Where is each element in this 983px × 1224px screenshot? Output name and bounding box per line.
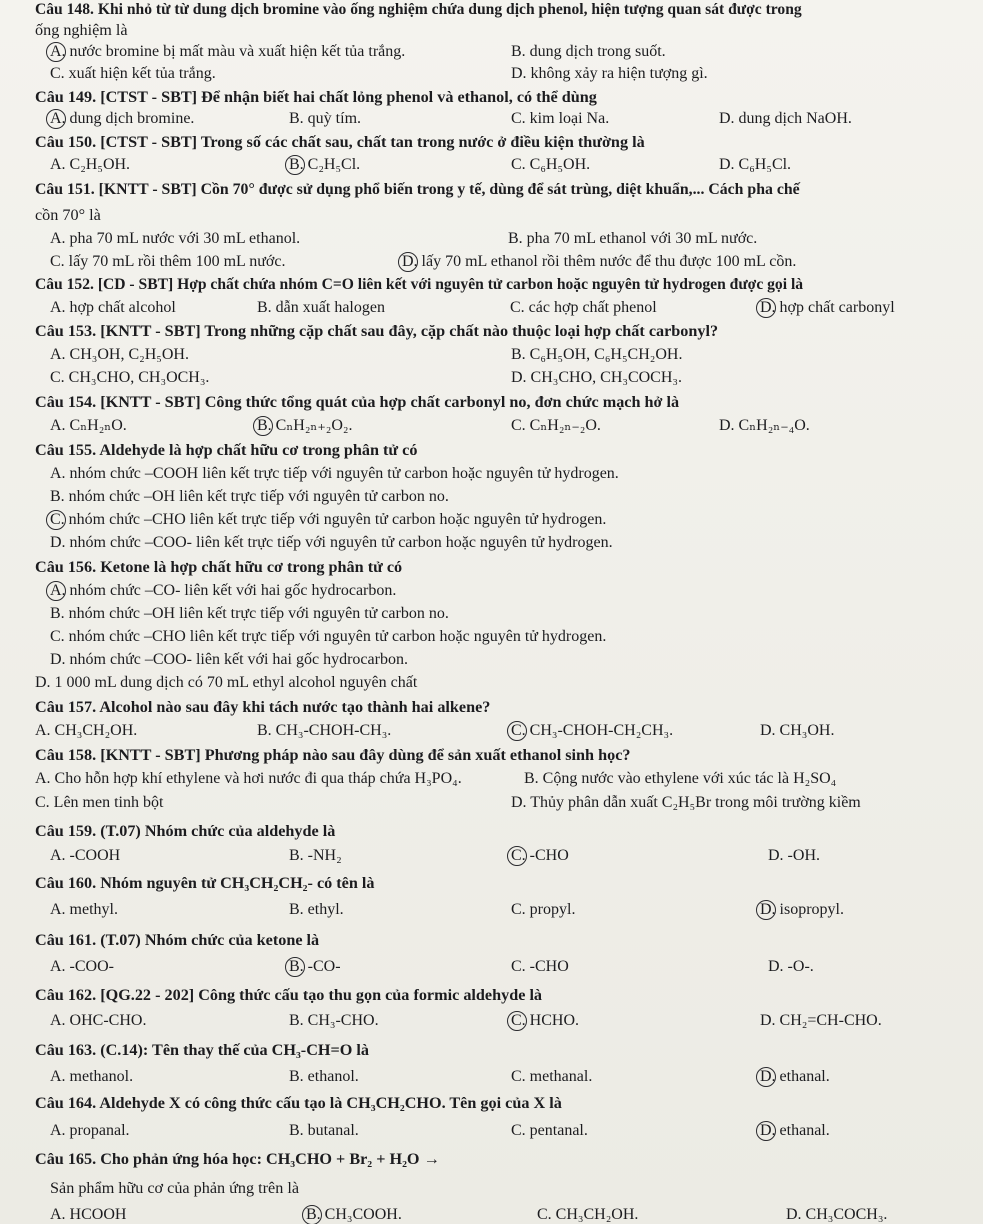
q163-option-c: C. methanal. [511,1068,593,1085]
answer-circle-mark [302,1205,322,1224]
q153-option-b: B. C₆H₅OH, C₆H₅CH₂OH. [511,346,683,363]
answer-circle-mark [46,109,66,129]
q165-option-a: A. HCOOH [50,1206,127,1223]
q159-stem: Câu 159. (T.07) Nhóm chức của aldehyde là [35,822,336,840]
q149-stem: Câu 149. [CTST - SBT] Để nhận biết hai chất lỏng phenol và ethanol, có thể dùng [35,88,597,106]
q151-option-c: C. lấy 70 mL rồi thêm 100 mL nước. [50,253,286,270]
q148-option-a: A. nước bromine bị mất màu và xuất hiện kết tủa trắng. [50,43,406,60]
q153-option-d: D. CH₃CHO, CH₃COCH₃. [511,369,682,386]
q165-option-d: D. CH₃COCH₃. [786,1206,888,1223]
answer-circle-mark [253,416,273,436]
q158-option-d: D. Thủy phân dẫn xuất C₂H₅Br trong môi trường kiềm [511,794,861,811]
q157-option-d: D. CH₃OH. [760,722,835,739]
q165-option-b: B. CH₃COOH. [306,1206,402,1223]
q161-option-d: D. -O-. [768,958,814,975]
q152-option-b: B. dẫn xuất halogen [257,299,385,316]
q156-stem: Câu 156. Ketone là hợp chất hữu cơ trong phân tử có [35,558,403,576]
answer-circle-mark [398,252,418,272]
q158-stem: Câu 158. [KNTT - SBT] Phương pháp nào sau đây dùng để sản xuất ethanol sinh học? [35,746,631,764]
q151-option-d: D. lấy 70 mL ethanol rồi thêm nước để thu được 100 mL cồn. [402,253,797,270]
q165-option-c: C. CH₃CH₂OH. [537,1206,639,1223]
q151-stem-cont: cồn 70° là [35,206,101,224]
q155-option-a: A. nhóm chức –COOH liên kết trực tiếp với nguyên tử carbon hoặc nguyên tử hydrogen. [50,465,619,482]
q151-stem: Câu 151. [KNTT - SBT] Cồn 70° được sử dụng phổ biến trong y tế, dùng để sát trùng, diệt khuẩn,... Cách pha chế [35,181,800,198]
answer-circle-mark [756,1067,776,1087]
q158-option-b: B. Cộng nước vào ethylene với xúc tác là H₂SO₄ [524,770,837,787]
q157-option-a: A. CH₃CH₂OH. [35,722,138,739]
q148-stem: Câu 148. Khi nhỏ từ từ dung dịch bromine vào ống nghiệm chứa dung dịch phenol, hiện tượng quan sát được trong [35,1,802,18]
q150-option-c: C. C₆H₅OH. [511,156,591,173]
answer-circle-mark [46,510,66,530]
q154-option-c: C. CₙH₂ₙ₋₂O. [511,417,601,434]
q157-option-b: B. CH₃-CHOH-CH₃. [257,722,392,739]
q153-option-c: C. CH₃CHO, CH₃OCH₃. [50,369,210,386]
q164-stem: Câu 164. Aldehyde X có công thức cấu tạo là CH₃CH₂CHO. Tên gọi của X là [35,1094,562,1112]
q149-option-a: A. dung dịch bromine. [50,110,195,127]
q151-option-a: A. pha 70 mL nước với 30 mL ethanol. [50,230,301,247]
q154-option-a: A. CₙH₂ₙO. [50,417,127,434]
q160-option-a: A. methyl. [50,901,118,918]
q162-stem: Câu 162. [QG.22 - 202] Công thức cấu tạo thu gọn của formic aldehyde là [35,986,543,1004]
q164-option-b: B. butanal. [289,1122,359,1139]
q155-option-d: D. nhóm chức –COO- liên kết trực tiếp với nguyên tử carbon hoặc nguyên tử hydrogen. [50,534,613,551]
q156-option-b: B. nhóm chức –OH liên kết trực tiếp với nguyên tử carbon no. [50,605,449,622]
q148-option-c: C. xuất hiện kết tủa trắng. [50,65,216,82]
q161-option-b: B. -CO- [289,958,341,975]
q152-stem: Câu 152. [CD - SBT] Hợp chất chứa nhóm C=O liên kết với nguyên tử carbon hoặc nguyên tử hydrogen được gọi là [35,276,804,293]
q152-option-a: A. hợp chất alcohol [50,299,176,316]
answer-circle-mark [756,298,776,318]
q154-option-b: B. CₙH₂ₙ₊₂O₂. [257,417,353,434]
q155-stem: Câu 155. Aldehyde là hợp chất hữu cơ trong phân tử có [35,441,418,459]
q148-option-d: D. không xảy ra hiện tượng gì. [511,65,708,82]
answer-circle-mark [46,581,66,601]
q152-option-d: D. hợp chất carbonyl [760,299,895,316]
answer-circle-mark [756,1121,776,1141]
q156-option-c: C. nhóm chức –CHO liên kết trực tiếp với nguyên tử carbon hoặc nguyên tử hydrogen. [50,628,607,645]
q155-option-c: C. nhóm chức –CHO liên kết trực tiếp với nguyên tử carbon hoặc nguyên tử hydrogen. [50,511,607,528]
q155-option-b: B. nhóm chức –OH liên kết trực tiếp với nguyên tử carbon no. [50,488,449,505]
q160-option-d: D. isopropyl. [760,901,844,918]
q156-option-a: A. nhóm chức –CO- liên kết với hai gốc hydrocarbon. [50,582,397,599]
q164-option-a: A. propanal. [50,1122,130,1139]
q150-option-b: B. C₂H₅Cl. [289,156,361,173]
q162-option-c: C. HCHO. [511,1012,580,1029]
q149-option-d: D. dung dịch NaOH. [719,110,852,127]
q163-option-a: A. methanol. [50,1068,134,1085]
q150-option-a: A. C₂H₅OH. [50,156,131,173]
q161-option-c: C. -CHO [511,958,569,975]
q164-option-c: C. pentanal. [511,1122,588,1139]
q158-option-c: C. Lên men tinh bột [35,794,164,811]
q162-option-b: B. CH₃-CHO. [289,1012,379,1029]
q164-option-d: D. ethanal. [760,1122,830,1139]
q157-option-c: C. CH₃-CHOH-CH₂CH₃. [511,722,674,739]
q153-stem: Câu 153. [KNTT - SBT] Trong những cặp chất sau đây, cặp chất nào thuộc loại hợp chất carbonyl? [35,322,719,340]
q154-stem: Câu 154. [KNTT - SBT] Công thức tổng quát của hợp chất carbonyl no, đơn chức mạch hở là [35,393,680,411]
q163-option-d: D. ethanal. [760,1068,830,1085]
q161-stem: Câu 161. (T.07) Nhóm chức của ketone là [35,931,320,949]
stray-option-line: D. 1 000 mL dung dịch có 70 mL ethyl alcohol nguyên chất [35,674,418,691]
q165-stem: Câu 165. Cho phản ứng hóa học: CH₃CHO + Br₂ + H₂O → [35,1150,440,1168]
q160-option-c: C. propyl. [511,901,576,918]
q159-option-b: B. -NH₂ [289,847,342,864]
q151-option-b: B. pha 70 mL ethanol với 30 mL nước. [508,230,758,247]
q156-option-d: D. nhóm chức –COO- liên kết với hai gốc hydrocarbon. [50,651,408,668]
q148-stem-cont: ống nghiệm là [35,21,128,39]
answer-circle-mark [507,721,527,741]
q163-stem: Câu 163. (C.14): Tên thay thế của CH₃-CH=O là [35,1041,369,1059]
q162-option-a: A. OHC-CHO. [50,1012,147,1029]
q150-stem: Câu 150. [CTST - SBT] Trong số các chất sau, chất tan trong nước ở điều kiện thường là [35,133,645,151]
answer-circle-mark [46,42,66,62]
q162-option-d: D. CH₂=CH-CHO. [760,1012,882,1029]
q149-option-c: C. kim loại Na. [511,110,610,127]
q152-option-c: C. các hợp chất phenol [510,299,657,316]
q149-option-b: B. quỳ tím. [289,110,362,127]
q159-option-a: A. -COOH [50,847,121,864]
q160-option-b: B. ethyl. [289,901,344,918]
answer-circle-mark [285,957,305,977]
q163-option-b: B. ethanol. [289,1068,359,1085]
answer-circle-mark [285,155,305,175]
q157-stem: Câu 157. Alcohol nào sau đây khi tách nước tạo thành hai alkene? [35,698,491,716]
q159-option-c: C. -CHO [511,847,569,864]
q154-option-d: D. CₙH₂ₙ₋₄O. [719,417,810,434]
answer-circle-mark [756,900,776,920]
q161-option-a: A. -COO- [50,958,114,975]
q148-option-b: B. dung dịch trong suốt. [511,43,666,60]
q160-stem: Câu 160. Nhóm nguyên tử CH₃CH₂CH₂- có tên là [35,874,375,892]
answer-circle-mark [507,1011,527,1031]
q158-option-a: A. Cho hỗn hợp khí ethylene và hơi nước đi qua tháp chứa H₃PO₄. [35,770,462,787]
q150-option-d: D. C₆H₅Cl. [719,156,792,173]
q153-option-a: A. CH₃OH, C₂H₅OH. [50,346,189,363]
q165-stem-cont: Sản phẩm hữu cơ của phản ứng trên là [50,1179,300,1197]
answer-circle-mark [507,846,527,866]
q159-option-d: D. -OH. [768,847,820,864]
